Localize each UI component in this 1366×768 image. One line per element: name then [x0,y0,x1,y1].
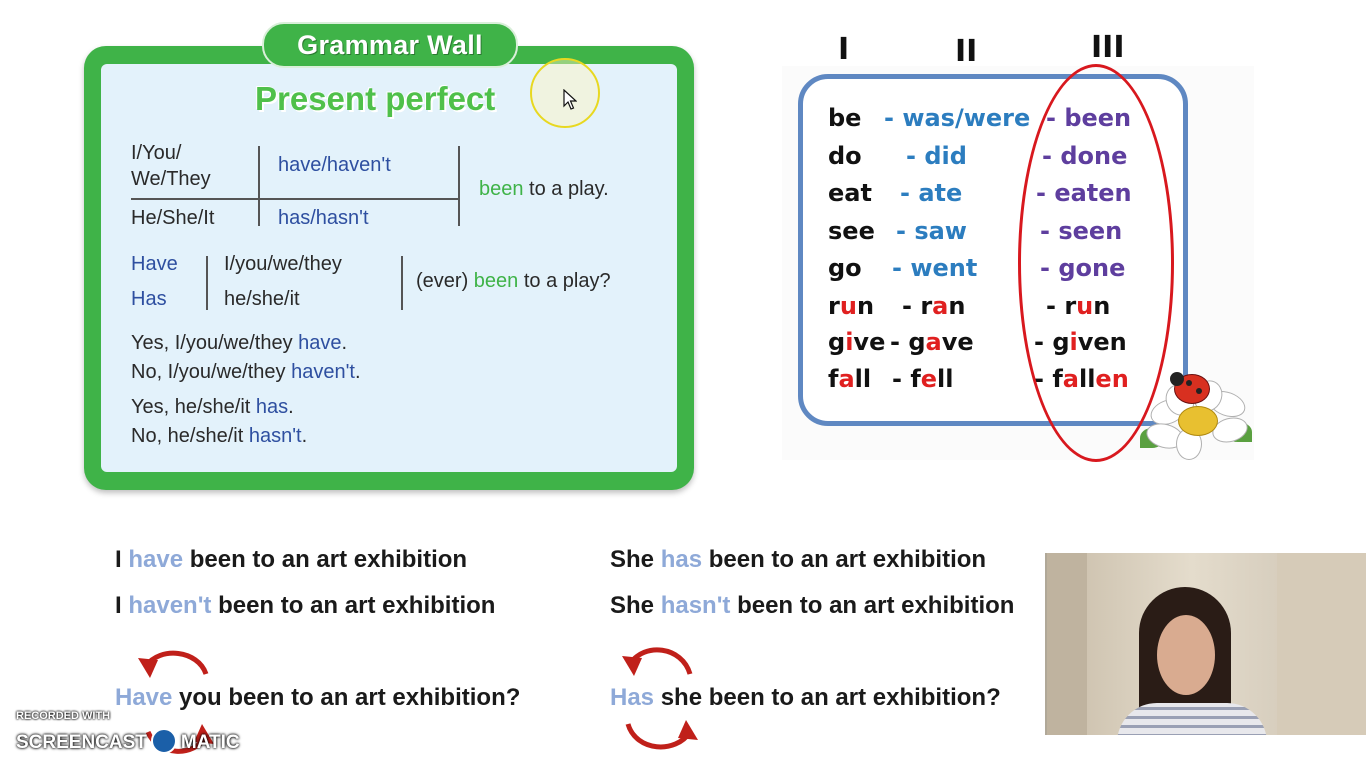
subject-singular: He/She/It [131,207,215,229]
presenter-face [1157,615,1215,695]
verb-pp-be: - been [1046,104,1132,132]
example-negative-i: I haven't been to an art exhibition [115,592,496,619]
verb-past-do: - did [906,142,967,170]
verb-pp-go: - gone [1040,254,1126,282]
webcam-overlay[interactable] [1045,553,1366,735]
example-question-you: Have you been to an art exhibition? [115,684,521,711]
verb-base-run: run [828,292,875,320]
verb-pp-run: - run [1046,292,1111,320]
example-affirmative-i: I have been to an art exhibition [115,546,468,573]
screencast-logo-icon [151,728,177,754]
question-complement: (ever) been to a play? [416,270,611,292]
watermark-screencast-o-matic: SCREENCAST MATIC [16,728,240,754]
verb-pp-give: - given [1034,328,1127,356]
verb-base-give: give [828,328,886,356]
column-header-iii: III [1091,30,1125,65]
verb-past-run: - ran [902,292,966,320]
verb-past-be: - was/were [884,104,1031,132]
verb-pp-eat: - eaten [1036,179,1132,207]
question-has: Has [131,288,167,310]
table-divider-v2 [458,146,460,226]
swap-arrows-icon-right [620,634,700,758]
subject-plural-line1: I/You/ [131,142,182,164]
question-divider-v2 [401,256,403,310]
verb-base-eat: eat [828,179,872,207]
aux-has: has/hasn't [278,207,369,229]
column-header-ii: II [955,34,978,69]
answer-yes-singular: Yes, he/she/it has. [131,396,294,418]
answer-no-plural: No, I/you/we/they haven't. [131,361,361,383]
table-divider-h [131,198,459,200]
question-subject-plural: I/you/we/they [224,253,342,275]
present-perfect-heading: Present perfect [255,80,496,117]
verb-pp-do: - done [1042,142,1128,170]
verb-past-fall: - fell [892,365,954,393]
verb-base-fall: fall [828,365,872,393]
verb-past-see: - saw [896,217,967,245]
question-subject-singular: he/she/it [224,288,300,310]
question-divider-v1 [206,256,208,310]
verb-base-go: go [828,254,862,282]
question-have: Have [131,253,178,275]
verb-past-eat: - ate [900,179,963,207]
verb-base-be: be [828,104,862,132]
verb-past-go: - went [892,254,978,282]
example-affirmative-she: She has been to an art exhibition [610,546,987,573]
example-question-she: Has she been to an art exhibition? [610,684,1001,711]
verb-pp-see: - seen [1040,217,1123,245]
aux-have: have/haven't [278,154,391,176]
verb-base-see: see [828,217,875,245]
column-header-i: I [838,32,850,67]
answer-no-singular: No, he/she/it hasn't. [131,425,308,447]
grammar-wall-tab [262,22,518,68]
example-negative-she: She hasn't been to an art exhibition [610,592,1015,619]
mouse-pointer-icon [563,89,577,111]
grammar-wall-title: Grammar Wall [297,29,483,60]
subject-plural-line2: We/They [131,168,211,190]
table-divider-v1 [258,146,260,226]
answer-yes-plural: Yes, I/you/we/they have. [131,332,348,354]
verb-pp-fall: - fallen [1034,365,1129,393]
flower-ladybug-icon [1120,370,1254,460]
watermark-recorded-with: RECORDED WITH [16,710,111,722]
verb-base-do: do [828,142,862,170]
verb-past-give: - gave [890,328,974,356]
complement-been-to-a-play: been to a play. [479,178,609,200]
